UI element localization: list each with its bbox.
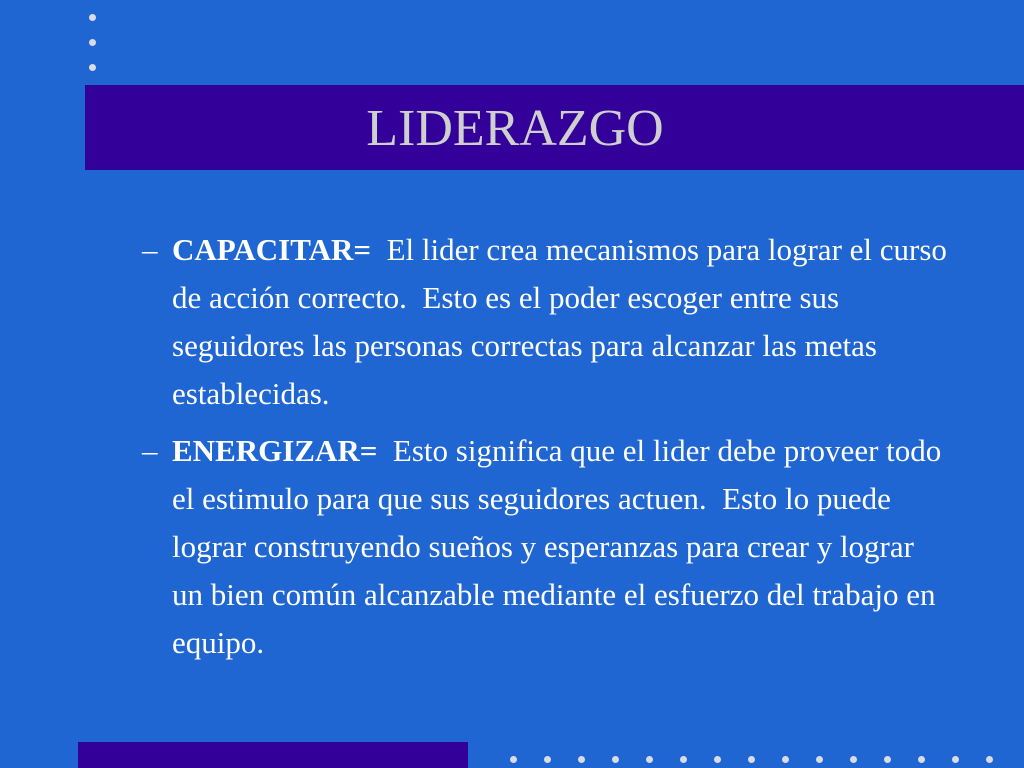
decorative-dot bbox=[510, 756, 517, 763]
decorative-dot bbox=[952, 756, 959, 763]
bullet-text: El lider crea mecanismos para lograr el curso de acción correcto. Esto es el poder escoger entre sus seguidores las personas correctas para alcanzar las metas establecidas. bbox=[172, 232, 955, 411]
decorative-dot bbox=[544, 756, 551, 763]
decorative-dot bbox=[578, 756, 585, 763]
bullet-item bbox=[142, 226, 955, 418]
decorative-dot bbox=[782, 756, 789, 763]
decorative-dot bbox=[89, 64, 96, 71]
decorative-dot bbox=[714, 756, 721, 763]
slide-title: LIDERAZGO bbox=[366, 99, 664, 157]
decorative-dot bbox=[612, 756, 619, 763]
bullet-text: Esto significa que el lider debe proveer todo el estimulo para que sus seguidores actuen. Esto lo puede lograr construyendo sueños y esperanzas para crear y lograr un bien común alcanzable mediante el esfuerzo del trabajo en equipo. bbox=[172, 433, 950, 660]
slide-body bbox=[142, 226, 955, 676]
decorative-dot bbox=[89, 39, 96, 46]
bullet-item bbox=[142, 427, 952, 667]
decorative-dot bbox=[748, 756, 755, 763]
decorative-dot bbox=[816, 756, 823, 763]
bullet-term: ENERGIZAR= bbox=[172, 433, 378, 468]
decorative-dot bbox=[918, 756, 925, 763]
decorative-dot bbox=[850, 756, 857, 763]
bullet-dash: – bbox=[142, 433, 158, 468]
title-band bbox=[85, 85, 1024, 170]
decorative-dot bbox=[646, 756, 653, 763]
decorative-dot bbox=[680, 756, 687, 763]
decorative-dot bbox=[884, 756, 891, 763]
bullet-dash: – bbox=[142, 232, 158, 267]
decorative-dot bbox=[986, 756, 993, 763]
decorative-dot bbox=[89, 14, 96, 21]
bottom-band bbox=[78, 742, 468, 768]
bullet-term: CAPACITAR= bbox=[172, 232, 372, 267]
